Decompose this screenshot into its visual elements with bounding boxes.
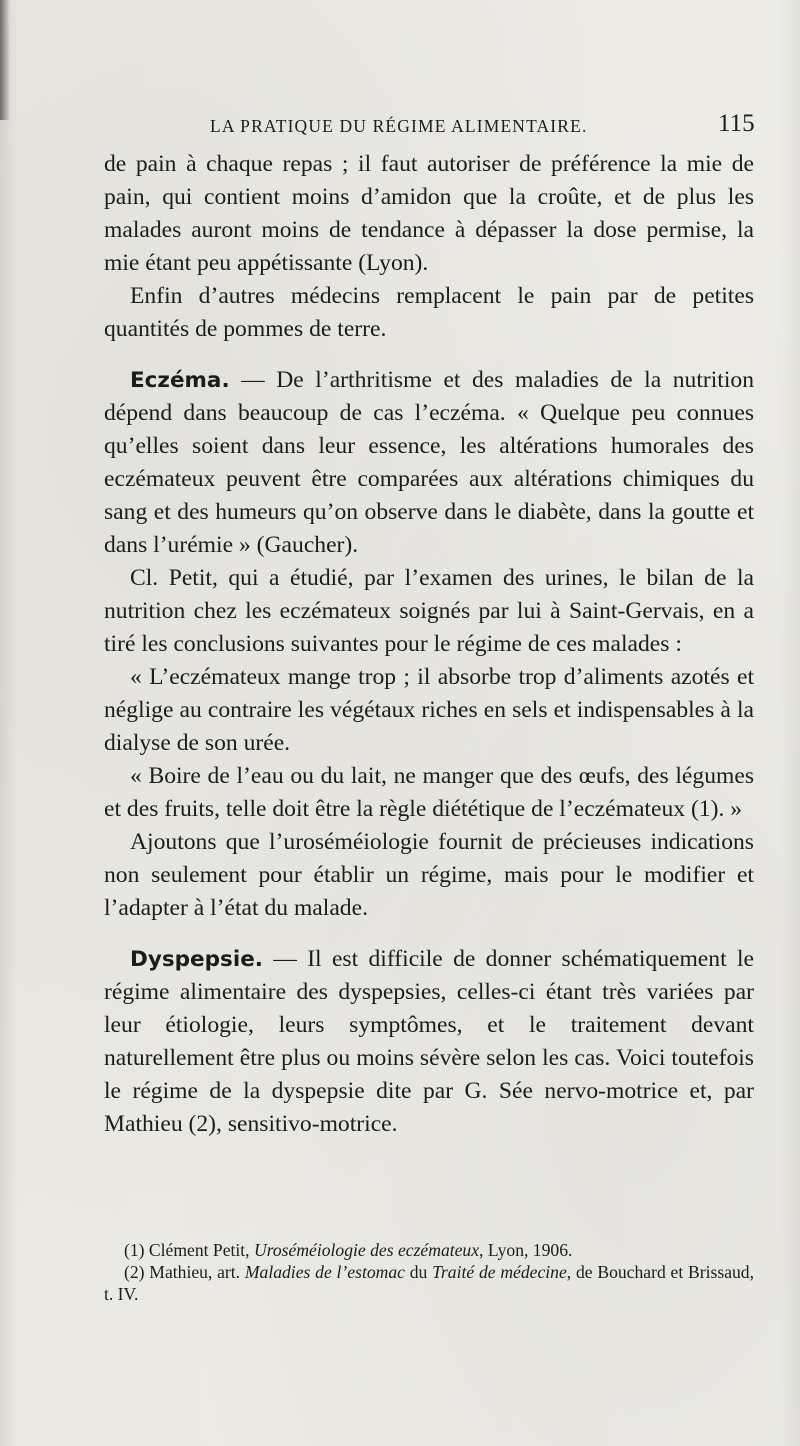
page-header <box>0 112 800 142</box>
page-number: 115 <box>718 110 755 137</box>
body-text <box>104 148 754 1141</box>
section-text-eczema: — De l’arthritisme et des maladies de la nutrition dépend dans beaucoup de cas l’eczéma. « Quelque peu connues qu’elles soient dans leur essence, les altérations humorales des eczémateux peuvent être comparées aux altérations chimiques du sang et des humeurs qu’on observe dans le diabète, dans la goutte et dans l’urémie » (Gaucher). <box>104 367 754 558</box>
paragraph-uroseme: Ajoutons que l’uroséméiologie fournit de précieuses indications non seulement pour établir un régime, mais pour le modifier et l’adapter à l’état du malade. <box>104 829 754 921</box>
paragraph-bread: de pain à chaque repas ; il faut autoriser de préférence la mie de pain, qui contient moins d’amidon que la croûte, et de plus les malades auront moins de tendance à dépasser la dose permise, la mie étant peu appétissante (Lyon). <box>104 151 754 276</box>
paragraph-petit: Cl. Petit, qui a étudié, par l’examen des urines, le bilan de la nutrition chez les eczémateux soignés par lui à Saint-Gervais, en a tiré les conclusions suivantes pour le régime de ces malades : <box>104 565 754 657</box>
paragraph-quote-2: « Boire de l’eau ou du lait, ne manger que des œufs, des légumes et des fruits, telle doit être la règle diététique de l’eczémateux (1). » <box>104 763 754 822</box>
footnote-1-prefix: (1) Clément Petit, <box>124 1240 254 1260</box>
footnote-2-title: Maladies de l’estomac <box>244 1262 405 1282</box>
section-dyspepsie <box>104 943 754 1141</box>
paragraph-potatoes: Enfin d’autres médecins remplacent le pain par de petites quantités de pommes de terre. <box>104 283 754 342</box>
section-title-eczema: Eczéma. <box>130 368 230 393</box>
footnote-1-suffix: , Lyon, 1906. <box>479 1240 573 1260</box>
footnote-2 <box>104 1261 754 1305</box>
section-text-dyspepsie: — Il est difficile de donner schématiquement le régime alimentaire des dyspepsies, celles-ci étant très variées par leur étiologie, leurs symptômes, et le traitement devant naturellement être plus ou moins sévère selon les cas. Voici toutefois le régime de la dyspepsie dite par G. Sée nervo-motrice et, par Mathieu (2), sensitivo-motrice. <box>104 946 754 1137</box>
running-title: LA PRATIQUE DU RÉGIME ALIMENTAIRE. <box>210 116 588 136</box>
paragraph-quote-1: « L’eczémateux mange trop ; il absorbe trop d’aliments azotés et néglige au contraire les végétaux riches en sels et indispensables à la dialyse de son urée. <box>104 664 754 756</box>
footnote-1-title: Uroséméiologie des eczémateux <box>253 1240 480 1260</box>
section-eczema <box>104 364 754 562</box>
footnote-2-mid: du <box>404 1262 433 1282</box>
footnote-2-work: Traité de médecine <box>432 1262 567 1282</box>
footnote-2-suffix: , de Bouchard et Brissaud, t. IV. <box>104 1262 754 1304</box>
footnote-1 <box>104 1239 754 1261</box>
page-edge-shadow <box>0 0 10 120</box>
footnotes <box>104 1239 754 1305</box>
section-title-dyspepsie: Dyspepsie. <box>130 947 263 972</box>
footnote-2-prefix: (2) Mathieu, art. <box>124 1262 245 1282</box>
